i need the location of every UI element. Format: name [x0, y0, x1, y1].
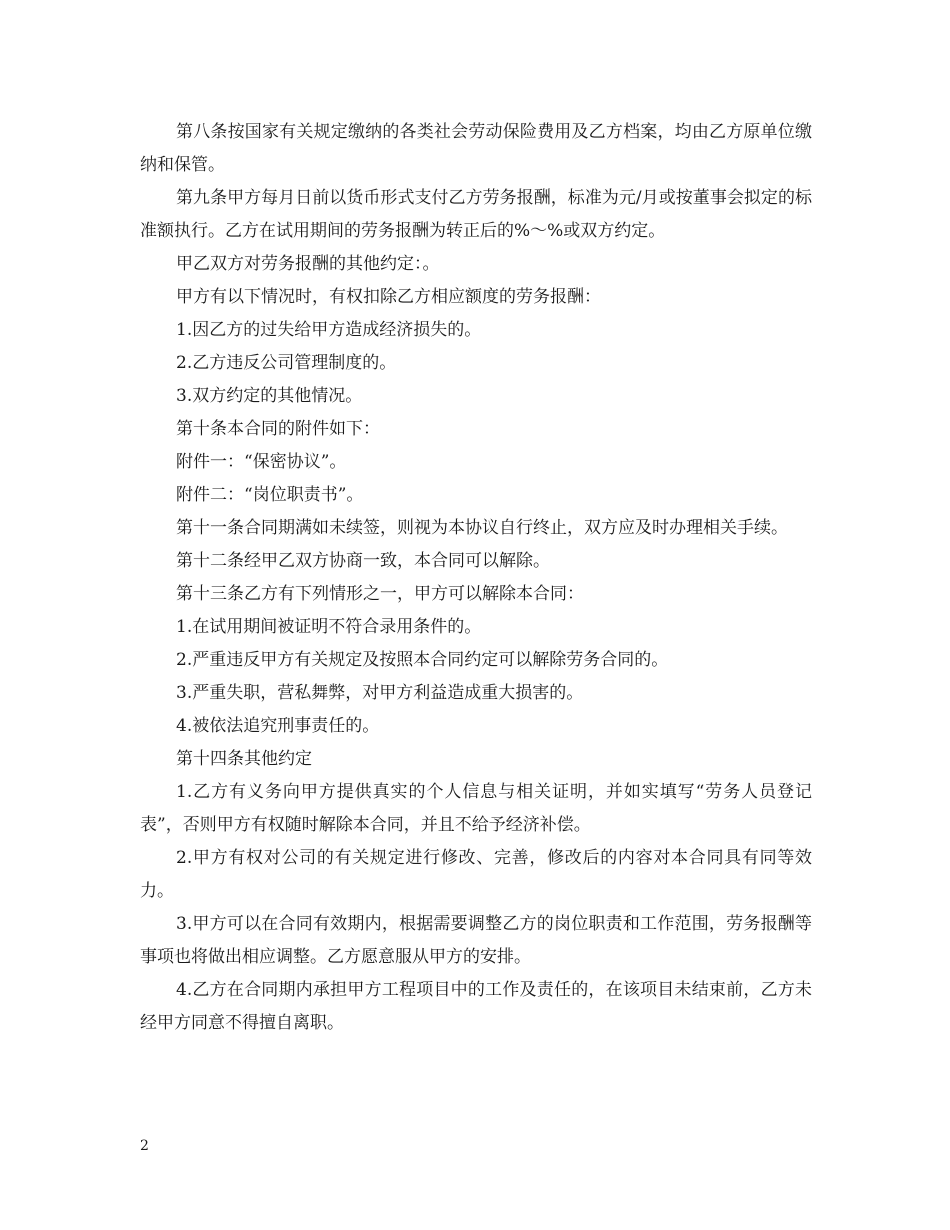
- list-item: 2.严重违反甲方有关规定及按照本合同约定可以解除劳务合同的。: [176, 650, 669, 670]
- document-body: [140, 116, 812, 1040]
- list-item: 附件一：“保密协议”。: [176, 452, 347, 472]
- list-item: 2.甲方有权对公司的有关规定进行修改、完善，修改后的内容对本合同具有同等效力。: [140, 848, 812, 901]
- paragraph-article-10: 第十条本合同的附件如下：: [176, 419, 380, 439]
- list-item: 4.乙方在合同期内承担甲方工程项目中的工作及责任的，在该项目未结束前，乙方未经甲方同意不得擅自离职。: [140, 980, 812, 1033]
- list-item: 1.乙方有义务向甲方提供真实的个人信息与相关证明，并如实填写“劳务人员登记表”，否则甲方有权随时解除本合同，并且不给予经济补偿。: [140, 782, 812, 835]
- list-item: 3.双方约定的其他情况。: [176, 386, 363, 406]
- paragraph-deduction-intro: 甲方有以下情况时，有权扣除乙方相应额度的劳务报酬：: [176, 287, 601, 307]
- list-item: 3.甲方可以在合同有效期内，根据需要调整乙方的岗位职责和工作范围，劳务报酬等事项也将做出相应调整。乙方愿意服从甲方的安排。: [140, 914, 812, 967]
- paragraph-article-14: 第十四条其他约定: [176, 749, 312, 769]
- list-item: 1.在试用期间被证明不符合录用条件的。: [176, 617, 482, 637]
- paragraph-article-9: 第九条甲方每月日前以货币形式支付乙方劳务报酬，标准为元/月或按董事会拟定的标准额执行。乙方在试用期间的劳务报酬为转正后的%～%或双方约定。: [140, 188, 812, 241]
- page-number: 2: [140, 1138, 149, 1154]
- list-item: 1.因乙方的过失给甲方造成经济损失的。: [176, 320, 482, 340]
- list-item: 3.严重失职，营私舞弊，对甲方利益造成重大损害的。: [176, 683, 584, 703]
- paragraph-article-11: 第十一条合同期满如未续签，则视为本协议自行终止，双方应及时办理相关手续。: [176, 518, 788, 538]
- paragraph-article-12: 第十二条经甲乙双方协商一致，本合同可以解除。: [176, 551, 550, 571]
- list-item: 附件二：“岗位职责书”。: [176, 485, 364, 505]
- paragraph-article-13: 第十三条乙方有下列情形之一，甲方可以解除本合同：: [176, 584, 584, 604]
- paragraph-article-8: 第八条按国家有关规定缴纳的各类社会劳动保险费用及乙方档案，均由乙方原单位缴纳和保管。: [140, 122, 812, 175]
- list-item: 2.乙方违反公司管理制度的。: [176, 353, 397, 373]
- list-item: 4.被依法追究刑事责任的。: [176, 716, 380, 736]
- paragraph-remuneration-other: 甲乙双方对劳务报酬的其他约定：。: [176, 254, 440, 274]
